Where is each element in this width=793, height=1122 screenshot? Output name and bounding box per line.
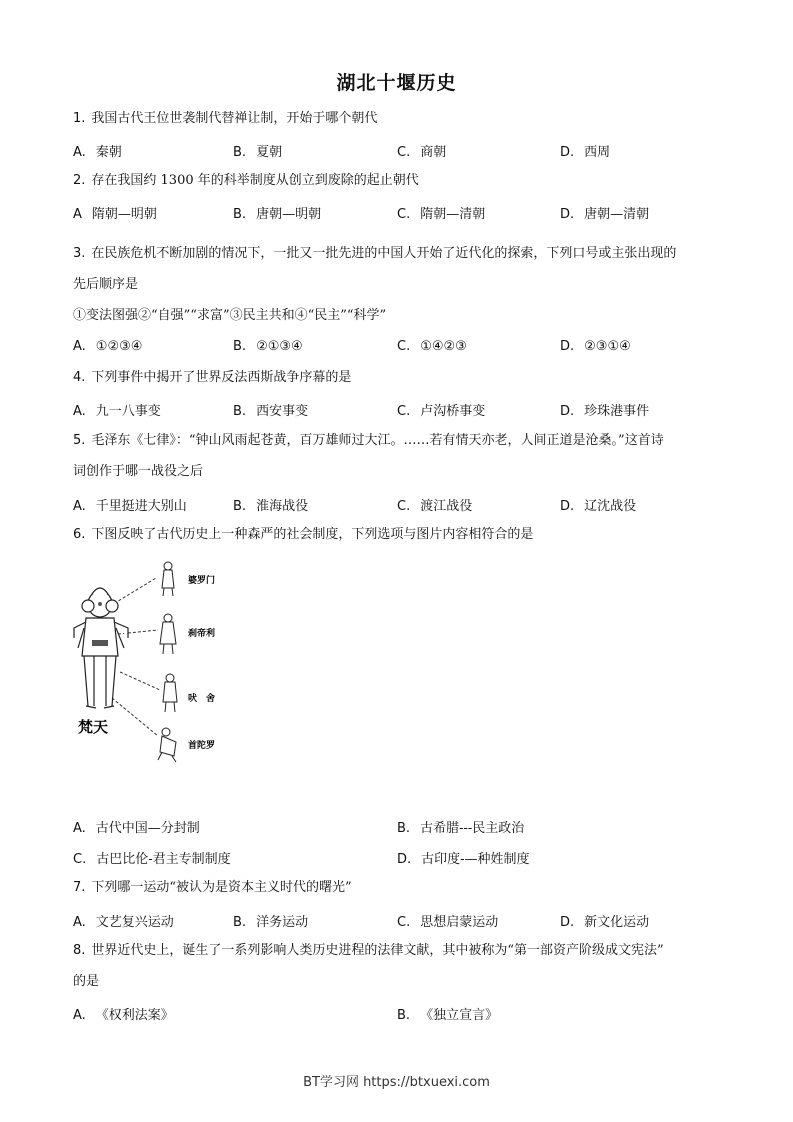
option-a[interactable]: A 隋朝—明朝 bbox=[73, 207, 157, 222]
option-c[interactable]: C. 渡江战役 bbox=[397, 499, 473, 514]
god-label: 梵天 bbox=[78, 718, 109, 736]
option-c[interactable]: C. 思想启蒙运动 bbox=[397, 915, 499, 930]
caste-system-figure bbox=[70, 556, 240, 766]
caste-illustration bbox=[70, 556, 240, 766]
question-7: 7. 下列哪一运动“被认为是资本主义时代的曙光” bbox=[73, 880, 352, 895]
option-b[interactable]: B. 洋务运动 bbox=[233, 915, 309, 930]
page-title: 湖北十堰历史 bbox=[336, 72, 457, 94]
question-4: 4. 下列事件中揭开了世界反法西斯战争序幕的是 bbox=[73, 370, 352, 385]
option-c[interactable]: C. ①④②③ bbox=[397, 339, 467, 354]
footer-watermark[interactable]: BT学习网 https://btxuexi.com bbox=[303, 1075, 490, 1090]
question-5-options bbox=[73, 495, 733, 519]
option-d[interactable]: D. 西周 bbox=[560, 145, 611, 160]
option-b[interactable]: B. 《独立宣言》 bbox=[397, 1008, 499, 1023]
option-c[interactable]: C. 隋朝—清朝 bbox=[397, 207, 486, 222]
option-a[interactable]: A. 九一八事变 bbox=[73, 404, 161, 419]
caste-label-shudra: 首陀罗 bbox=[188, 741, 216, 751]
option-a[interactable]: A. 古代中国—分封制 bbox=[73, 821, 200, 836]
option-b[interactable]: B. ②①③④ bbox=[233, 339, 303, 354]
option-d[interactable]: D. 唐朝—清朝 bbox=[560, 207, 650, 222]
option-c[interactable]: C. 卢沟桥事变 bbox=[397, 404, 486, 419]
question-1-options bbox=[73, 141, 733, 165]
option-a[interactable]: A. 千里挺进大别山 bbox=[73, 499, 187, 514]
option-d[interactable]: D. ②③①④ bbox=[560, 339, 631, 354]
question-8-continued: 的是 bbox=[73, 974, 100, 989]
question-4-options bbox=[73, 400, 733, 424]
question-3-options bbox=[73, 339, 733, 363]
option-b[interactable]: B. 夏朝 bbox=[233, 145, 283, 160]
caste-label-brahmin: 婆罗门 bbox=[188, 576, 216, 586]
question-6-options-row2 bbox=[73, 848, 733, 872]
question-8: 8. 世界近代史上，诞生了一系列影响人类历史进程的法律文献，其中被称为“第一部资产阶级成文宪法” bbox=[73, 943, 664, 958]
question-8-options bbox=[73, 1004, 733, 1028]
brahma-figure bbox=[74, 588, 128, 708]
option-a[interactable]: A. ①②③④ bbox=[73, 339, 143, 354]
question-6-options-row1 bbox=[73, 817, 733, 841]
question-3-continued: 先后顺序是 bbox=[73, 277, 139, 292]
question-5: 5. 毛泽东《七律》：“钟山风雨起苍黄，百万雄师过大江。……若有情天亦老，人间正道是沧桑。”这首诗 bbox=[73, 433, 664, 448]
question-1: 1. 我国古代王位世袭制代替禅让制，开始于哪个朝代 bbox=[73, 111, 378, 126]
question-7-options bbox=[73, 911, 733, 935]
option-b[interactable]: B. 唐朝—明朝 bbox=[233, 207, 322, 222]
question-5-continued: 词创作于哪一战役之后 bbox=[73, 464, 204, 479]
brahmin-figure bbox=[162, 562, 174, 596]
option-a[interactable]: A. 文艺复兴运动 bbox=[73, 915, 174, 930]
question-3: 3. 在民族危机不断加剧的情况下，一批又一批先进的中国人开始了近代化的探索，下列口号或主张出现的 bbox=[73, 246, 677, 261]
caste-label-vaishya: 吠 舍 bbox=[188, 694, 216, 704]
option-b[interactable]: B. 淮海战役 bbox=[233, 499, 309, 514]
shudra-figure bbox=[158, 728, 176, 762]
option-b[interactable]: B. 古希腊---民主政治 bbox=[397, 821, 525, 836]
option-d[interactable]: D. 珍珠港事件 bbox=[560, 404, 650, 419]
question-2-options bbox=[73, 203, 733, 227]
question-6: 6. 下图反映了古代历史上一种森严的社会制度，下列选项与图片内容相符合的是 bbox=[73, 527, 534, 542]
question-3-statements: ①变法图强②“自强”“求富”③民主共和④“民主”“科学” bbox=[73, 308, 387, 323]
option-d[interactable]: D. 新文化运动 bbox=[560, 915, 650, 930]
option-c[interactable]: C. 商朝 bbox=[397, 145, 447, 160]
option-c[interactable]: C. 古巴比伦-君主专制制度 bbox=[73, 852, 231, 867]
caste-label-kshatriya: 刹帝利 bbox=[188, 629, 216, 639]
vaishya-figure bbox=[163, 674, 177, 712]
question-2: 2. 存在我国约 1300 年的科举制度从创立到废除的起止朝代 bbox=[73, 173, 419, 188]
option-b[interactable]: B. 西安事变 bbox=[233, 404, 309, 419]
option-d[interactable]: D. 辽沈战役 bbox=[560, 499, 637, 514]
kshatriya-figure bbox=[160, 614, 176, 654]
option-d[interactable]: D. 古印度-—种姓制度 bbox=[397, 852, 530, 867]
option-a[interactable]: A. 秦朝 bbox=[73, 145, 122, 160]
option-a[interactable]: A. 《权利法案》 bbox=[73, 1008, 174, 1023]
